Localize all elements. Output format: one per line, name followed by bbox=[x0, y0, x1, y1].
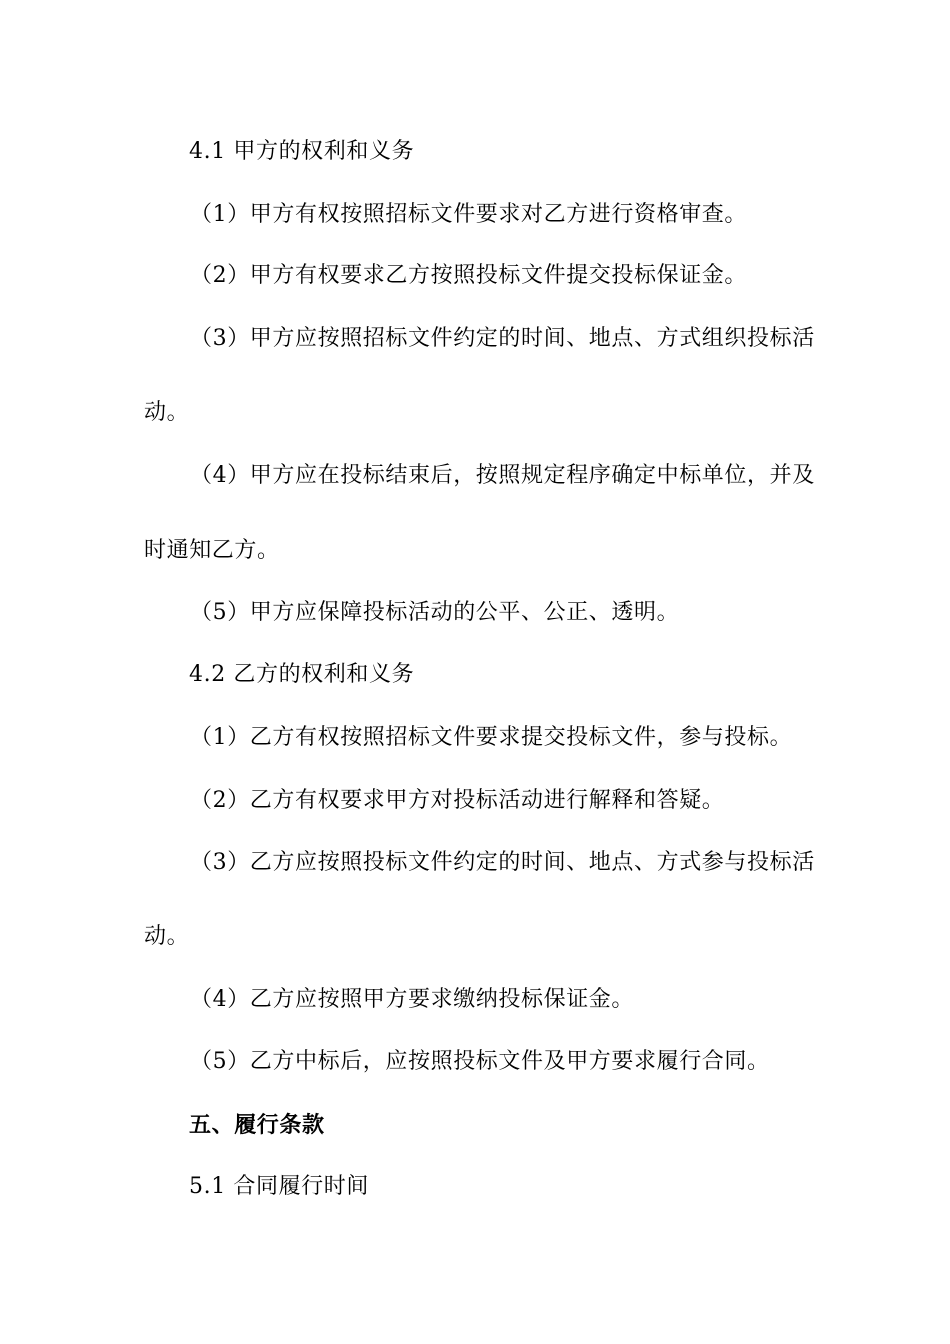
section-4-2-item-3: （3）乙方应按照投标文件约定的时间、地点、方式参与投标活 bbox=[190, 850, 815, 875]
section-5-heading: 五、履行条款 bbox=[189, 1112, 325, 1138]
section-4-2-item-1: （1）乙方有权按照招标文件要求提交投标文件，参与投标。 bbox=[190, 725, 793, 750]
section-4-1-item-3-cont: 动。 bbox=[144, 400, 190, 425]
section-4-2-item-4: （4）乙方应按照甲方要求缴纳投标保证金。 bbox=[190, 987, 634, 1012]
section-4-2-title: 4.2 乙方的权利和义务 bbox=[189, 662, 415, 687]
section-4-2-item-2: （2）乙方有权要求甲方对投标活动进行解释和答疑。 bbox=[190, 788, 725, 813]
section-4-1-item-5: （5）甲方应保障投标活动的公平、公正、透明。 bbox=[190, 600, 680, 625]
section-4-1-item-4-cont: 时通知乙方。 bbox=[144, 538, 280, 563]
section-4-1-item-3: （3）甲方应按照招标文件约定的时间、地点、方式组织投标活 bbox=[190, 326, 815, 351]
section-4-1-item-4: （4）甲方应在投标结束后，按照规定程序确定中标单位，并及 bbox=[190, 463, 815, 488]
section-4-1-item-2: （2）甲方有权要求乙方按照投标文件提交投标保证金。 bbox=[190, 263, 747, 288]
section-5-1-title: 5.1 合同履行时间 bbox=[189, 1174, 369, 1199]
section-4-2-item-3-cont: 动。 bbox=[144, 924, 190, 949]
section-4-1-title: 4.1 甲方的权利和义务 bbox=[189, 139, 415, 164]
section-4-1-item-1: （1）甲方有权按照招标文件要求对乙方进行资格审查。 bbox=[190, 202, 747, 227]
section-4-2-item-5: （5）乙方中标后，应按照投标文件及甲方要求履行合同。 bbox=[190, 1049, 770, 1074]
